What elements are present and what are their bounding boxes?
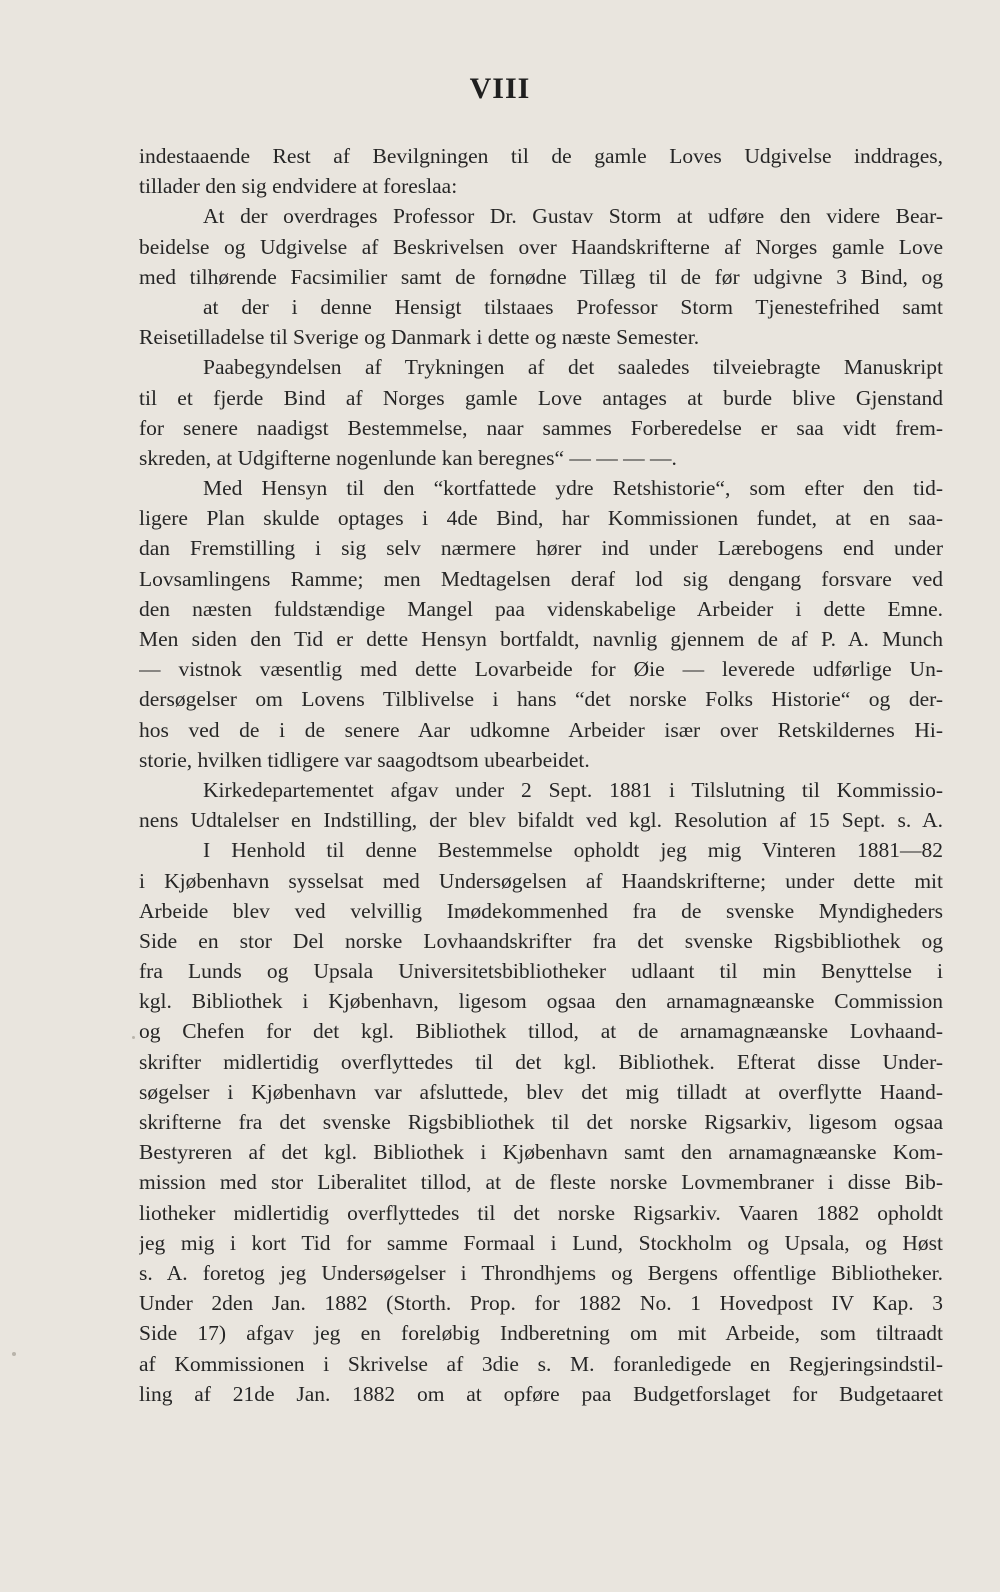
text-line: indestaaende Rest af Bevilgningen til de gamle Loves Udgivelse inddrages, — [139, 144, 943, 168]
text-line: liotheker midlertidig overflyttedes til det norske Rigsarkiv. Vaaren 1882 opholdt — [139, 1200, 943, 1225]
text-line: jeg mig i kort Tid for samme Formaal i Lund, Stockholm og Upsala, og Høst — [139, 1230, 943, 1255]
text-line: dersøgelser om Lovens Tilblivelse i hans “det norske Folks Historie“ og der- — [139, 687, 943, 712]
text-line: kgl. Bibliothek i Kjøbenhavn, ligesom ogsaa den arnamagnæanske Commission — [139, 989, 943, 1014]
text-line: storie, hvilken tidligere var saagodtsom ubearbeidet. — [139, 747, 590, 772]
text-line: Arbeide blev ved velvillig Imødekommenhed fra de svenske Myndigheders — [139, 898, 943, 923]
paper-speck — [132, 1036, 135, 1039]
text-line: Lovsamlingens Ramme; men Medtagelsen deraf lod sig dengang forsvare ved — [139, 566, 943, 591]
page-number: VIII — [469, 72, 531, 105]
text-line: skrifter midlertidig overflyttedes til det kgl. Bibliothek. Efterat disse Under- — [139, 1049, 943, 1074]
text-line: den næsten fuldstændige Mangel paa videnskabelige Arbeider i dette Emne. — [139, 596, 943, 621]
text-line: hos ved de i de senere Aar udkomne Arbeider især over Retskildernes Hi- — [139, 717, 943, 742]
text-line: Kirkedepartementet afgav under 2 Sept. 1881 i Tilslutning til Kommissio- — [203, 777, 943, 802]
text-line: skreden, at Udgifterne nogenlunde kan beregnes“ — — — —. — [139, 445, 677, 470]
text-line: Bestyreren af det kgl. Bibliothek i Kjøbenhavn samt den arnamagnæanske Kom- — [139, 1140, 943, 1165]
text-line: tillader den sig endvidere at foreslaa: — [139, 174, 458, 199]
text-line: ling af 21de Jan. 1882 om at opføre paa Budgetforslaget for Budgetaaret — [139, 1381, 943, 1406]
text-line: — vistnok væsentlig med dette Lovarbeide for Øie — leverede udførlige Un- — [139, 657, 943, 682]
text-line: beidelse og Udgivelse af Beskrivelsen over Haandskrifterne af Norges gamle Love — [139, 234, 943, 259]
text-line: Paabegyndelsen af Trykningen af det saaledes tilveiebragte Manuskript — [203, 355, 943, 380]
text-line: Side 17) afgav jeg en foreløbig Indberetning om mit Arbeide, som tiltraadt — [139, 1321, 943, 1346]
text-line: søgelser i Kjøbenhavn var afsluttede, blev det mig tilladt at overflytte Haand- — [139, 1079, 943, 1104]
text-line: Side en stor Del norske Lovhaandskrifter fra det svenske Rigsbibliothek og — [139, 928, 943, 953]
text-line: og Chefen for det kgl. Bibliothek tillod, at de arnamagnæanske Lovhaand- — [139, 1019, 943, 1044]
text-line: At der overdrages Professor Dr. Gustav Storm at udføre den videre Bear- — [203, 204, 943, 229]
text-line: Men siden den Tid er dette Hensyn bortfaldt, navnlig gjennem de af P. A. Munch — [139, 627, 943, 651]
text-line: af Kommissionen i Skrivelse af 3die s. M. foranledigede en Regjeringsindstil- — [139, 1351, 943, 1376]
text-line: at der i denne Hensigt tilstaaes Professor Storm Tjenestefrihed samt — [203, 294, 943, 319]
text-line: nens Udtalelser en Indstilling, der blev bifaldt ved kgl. Resolution af 15 Sept. s. A. — [139, 808, 943, 833]
text-line: til et fjerde Bind af Norges gamle Love antages at burde blive Gjenstand — [139, 385, 943, 410]
text-line: ligere Plan skulde optages i 4de Bind, har Kommissionen fundet, at en saa- — [139, 506, 943, 531]
text-line: Under 2den Jan. 1882 (Storth. Prop. for 1882 No. 1 Hovedpost IV Kap. 3 — [139, 1291, 943, 1316]
text-line: fra Lunds og Upsala Universitetsbibliotheker udlaant til min Benyttelse i — [139, 959, 943, 984]
text-line: i Kjøbenhavn sysselsat med Undersøgelsen af Haandskrifterne; under dette mit — [139, 868, 943, 893]
text-line: skrifterne fra det svenske Rigsbibliothek til det norske Rigsarkiv, ligesom ogsaa — [139, 1110, 943, 1134]
paper-speck — [12, 1352, 16, 1356]
text-line: mission med stor Liberalitet tillod, at de fleste norske Lovmembraner i disse Bib- — [139, 1170, 943, 1195]
body-text — [139, 141, 943, 1439]
text-line: med tilhørende Facsimilier samt de fornødne Tillæg til de før udgivne 3 Bind, og — [139, 264, 943, 289]
text-line: for senere naadigst Bestemmelse, naar sammes Forberedelse er saa vidt frem- — [139, 415, 943, 440]
text-line — [139, 1409, 943, 1439]
text-line: Reisetilladelse til Sverige og Danmark i dette og næste Semester. — [139, 325, 700, 350]
text-line: dan Fremstilling i sig selv nærmere hører ind under Lærebogens end under — [139, 536, 943, 561]
text-line: s. A. foretog jeg Undersøgelser i Throndhjems og Bergens offentlige Bibliotheker. — [139, 1260, 943, 1285]
text-line: Med Hensyn til den “kortfattede ydre Retshistorie“, som efter den tid- — [203, 476, 943, 501]
text-line: I Henhold til denne Bestemmelse opholdt jeg mig Vinteren 1881—82 — [203, 838, 943, 863]
